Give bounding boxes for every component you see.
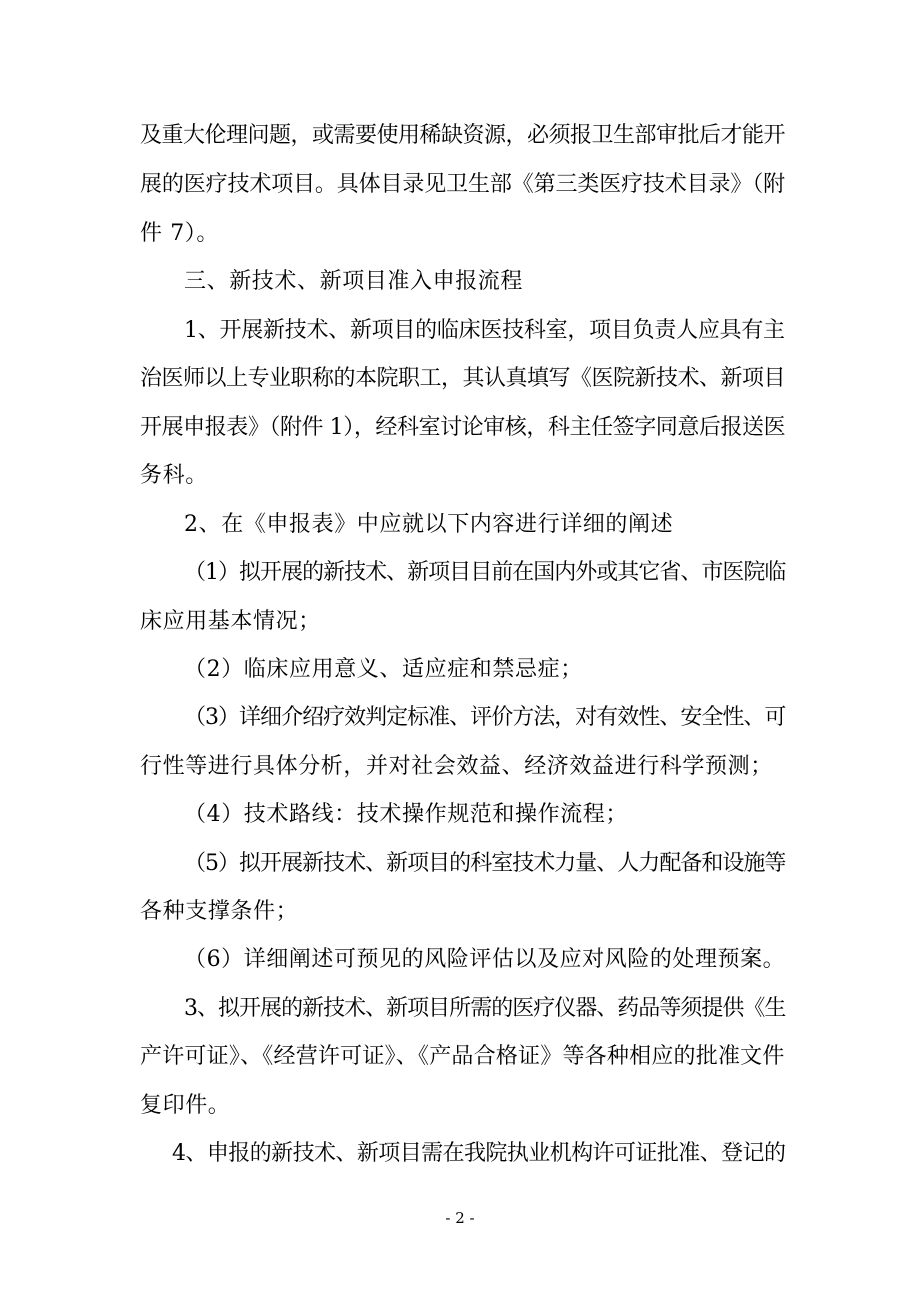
text-line: 展的医疗技术项目。具体目录见卫生部《第三类医疗技术目录》（附 [140, 172, 786, 197]
text-line: （6）详细阐述可预见的风险评估以及应对风险的处理预案。 [184, 947, 786, 972]
text-line: （1）拟开展的新技术、新项目目前在国内外或其它省、市医院临 [184, 560, 786, 585]
text-line: 及重大伦理问题，或需要使用稀缺资源，必须报卫生部审批后才能开 [140, 123, 786, 148]
text-line: 4、申报的新技术、新项目需在我院执业机构许可证批准、登记的 [172, 1141, 786, 1166]
text-line: 2、在《申报表》中应就以下内容进行详细的阐述 [184, 512, 674, 537]
text-line: （5）拟开展新技术、新项目的科室技术力量、人力配备和设施等 [184, 851, 786, 876]
text-line: 复印件。 [140, 1093, 231, 1118]
text-line: （4）技术路线：技术操作规范和操作流程； [184, 802, 628, 827]
text-line: 件 7）。 [140, 221, 219, 246]
text-line: （3）详细介绍疗效判定标准、评价方法，对有效性、安全性、可 [184, 705, 786, 730]
text-line: 3、拟开展的新技术、新项目所需的医疗仪器、药品等须提供《生 [184, 996, 786, 1021]
text-line: 治医师以上专业职称的本院职工，其认真填写《医院新技术、新项目 [140, 366, 786, 391]
text-line: 开展申报表》（附件 1），经科室讨论审核，科主任签字同意后报送医 [140, 415, 786, 440]
text-line: （2）临床应用意义、适应症和禁忌症； [184, 657, 583, 682]
text-line: 行性等进行具体分析，并对社会效益、经济效益进行科学预测； [140, 754, 773, 779]
text-line: 1、开展新技术、新项目的临床医技科室，项目负责人应具有主 [184, 318, 785, 343]
text-line: 务科。 [140, 463, 208, 488]
text-line: 各种支撑条件； [140, 899, 299, 924]
text-line: 产许可证》、《经营许可证》、《产品合格证》等各种相应的批准文件 [140, 1044, 785, 1069]
section-heading: 三、新技术、新项目准入申报流程 [184, 269, 524, 294]
page-number: - 2 - [445, 1209, 475, 1227]
text-line: 床应用基本情况； [140, 609, 321, 634]
